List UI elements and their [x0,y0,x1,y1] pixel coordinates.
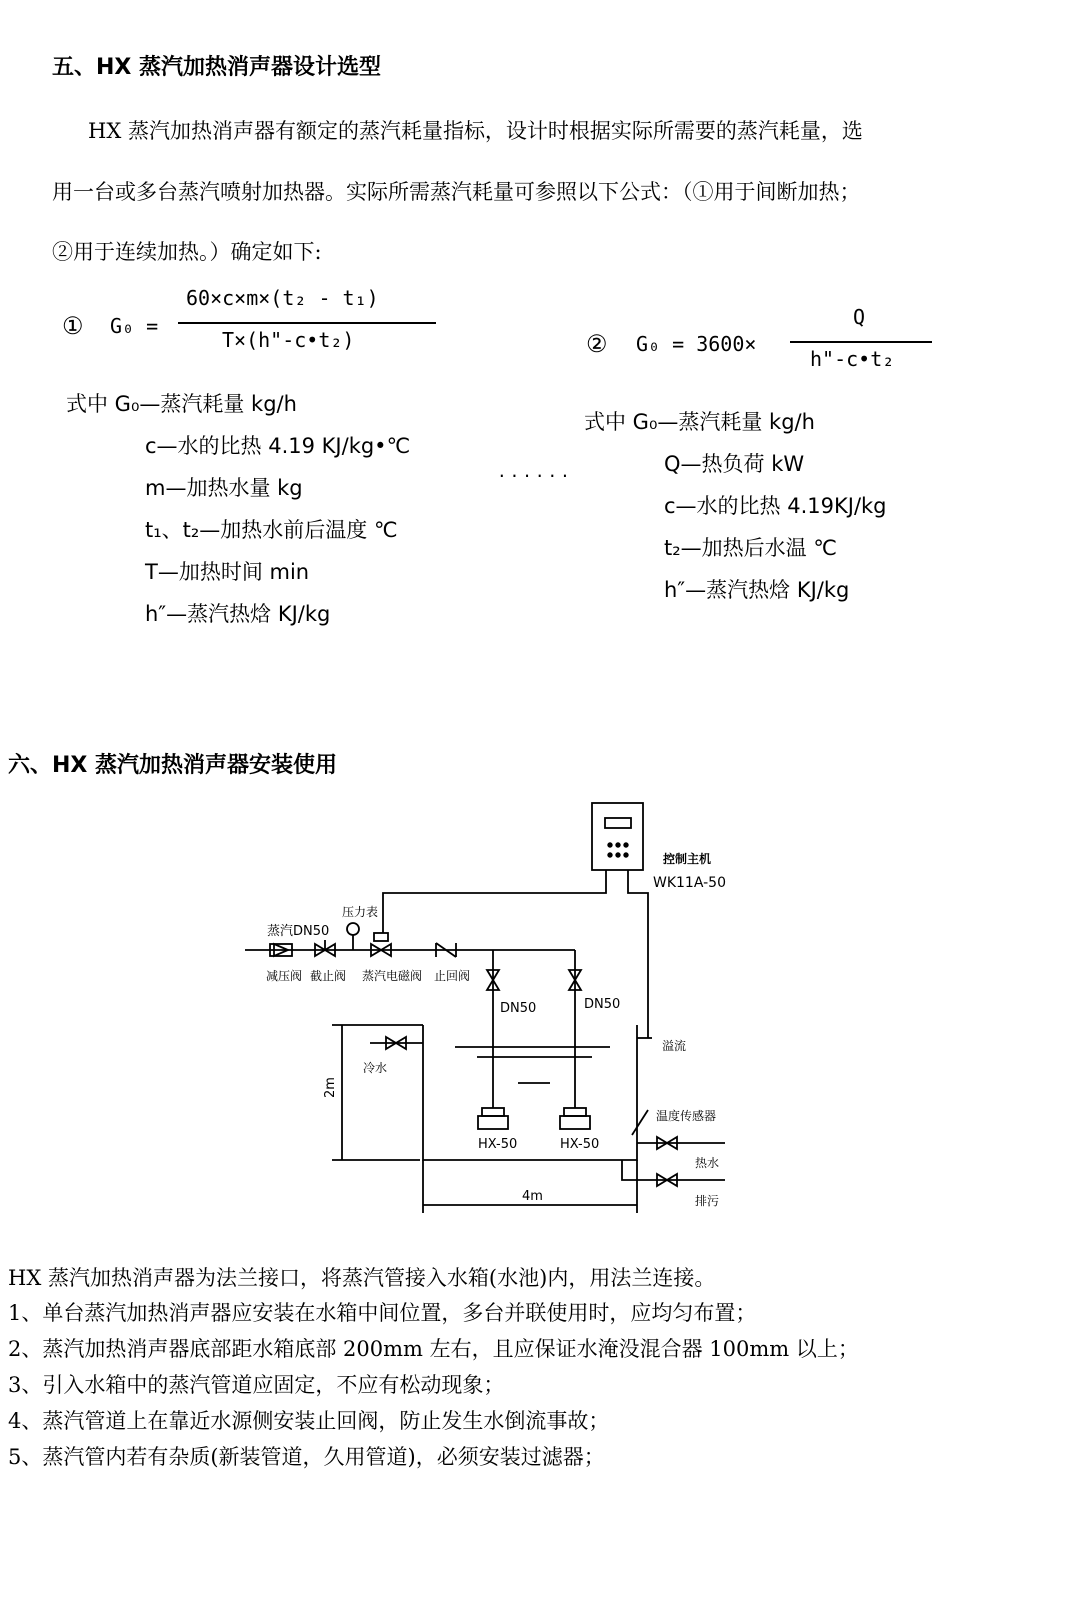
install-item-3: 3、引入水箱中的蒸汽管道应固定，不应有松动现象； [8,1373,505,1397]
section5-para-line2: 用一台或多台蒸汽喷射加热器。实际所需蒸汽耗量可参照以下公式：（①用于间断加热； [52,180,861,204]
control-cable-solenoid [383,870,606,933]
formula1-def-4: T—加热时间 min [145,560,310,584]
check-valve-label: 止回阀 [434,969,471,983]
hx-unit-left-flange [482,1108,504,1116]
height-dimension-label: 2m [323,1077,338,1098]
formula2-def-3: t₂—加热后水温 ℃ [664,536,837,560]
controller-model: WK11A-50 [653,875,726,891]
reducer-valve-label: 减压阀 [266,969,303,983]
controller-box [592,803,643,870]
water-tank [423,1025,637,1160]
stop-valve-label: 截止阀 [310,969,347,983]
formula2-denominator: h"-c•t₂ [810,347,895,371]
temp-sensor [632,1110,648,1135]
install-item-1: 1、单台蒸汽加热消声器应安装在水箱中间位置，多台并联使用时，应均匀布置； [8,1301,757,1325]
section6-title: 六、HX 蒸汽加热消声器安装使用 [8,753,338,778]
install-item-4: 4、蒸汽管道上在靠近水源侧安装止回阀，防止发生水倒流事故； [8,1409,610,1433]
hx-unit-left-label: HX-50 [478,1137,518,1152]
control-cable-sensor [628,870,648,1038]
section5-para-line1: HX 蒸汽加热消声器有额定的蒸汽耗量指标，设计时根据实际所需要的蒸汽耗量，选 [88,119,863,143]
drain-label: 排污 [695,1194,720,1208]
overflow-label: 溢流 [662,1039,687,1053]
controller-display [605,818,631,828]
formula1-numerator: 60×c×m×(t₂ - t₁) [186,286,379,310]
install-item-5: 5、蒸汽管内若有杂质(新装管道，久用管道)，必须安装过滤器； [8,1445,605,1469]
formula2-lhs: G₀ = 3600× [636,332,757,356]
formula1-marker: ① [62,312,84,340]
controller-label: 控制主机 [663,852,712,866]
install-intro: HX 蒸汽加热消声器为法兰接口，将蒸汽管接入水箱(水池)内，用法兰连接。 [8,1266,716,1290]
install-item-2: 2、蒸汽加热消声器底部距水箱底部 200mm 左右，且应保证水淹没混合器 100mm 以上； [8,1337,859,1361]
hx-unit-left [478,1116,508,1129]
width-dimension-label: 4m [522,1189,543,1204]
hx-unit-right-label: HX-50 [560,1137,600,1152]
hx-unit-right [560,1116,590,1129]
hot-water-label: 热水 [695,1156,720,1170]
formula2-def-4: h″—蒸汽热焓 KJ/kg [664,578,850,602]
dn-left-label: DN50 [500,1001,537,1016]
steam-label: 蒸汽DN50 [267,924,330,939]
formula2-def-1: Q—热负荷 kW [664,452,805,476]
formula1-def-0: 式中 G₀—蒸汽耗量 kg/h [66,392,297,416]
hx-unit-right-flange [564,1108,586,1116]
separator-dots: ...... [497,462,573,481]
formula2-def-2: c—水的比热 4.19KJ/kg [664,494,887,518]
formula1-denominator: T×(h"-c•t₂) [222,328,355,352]
formula1-def-1: c—水的比热 4.19 KJ/kg•℃ [145,434,411,458]
solenoid-valve-label: 蒸汽电磁阀 [362,969,423,983]
formula2-def-0: 式中 G₀—蒸汽耗量 kg/h [584,410,815,434]
pressure-gauge [347,923,359,935]
formula1-def-5: h″—蒸汽热焓 KJ/kg [145,602,331,626]
pressure-gauge-label: 压力表 [342,905,379,919]
formula2-marker: ② [586,330,608,358]
section5-title: 五、HX 蒸汽加热消声器设计选型 [52,55,382,80]
temp-sensor-label: 温度传感器 [656,1109,717,1123]
cold-water-label: 冷水 [363,1061,388,1075]
formula1-def-3: t₁、t₂—加热水前后温度 ℃ [145,518,398,542]
formula1-def-2: m—加热水量 kg [145,476,303,500]
formula1-lhs: G₀ = [110,314,159,338]
formula2-numerator: Q [853,305,866,329]
section5-para-line3: ②用于连续加热。）确定如下: [52,240,322,264]
dn-right-label: DN50 [584,997,621,1012]
